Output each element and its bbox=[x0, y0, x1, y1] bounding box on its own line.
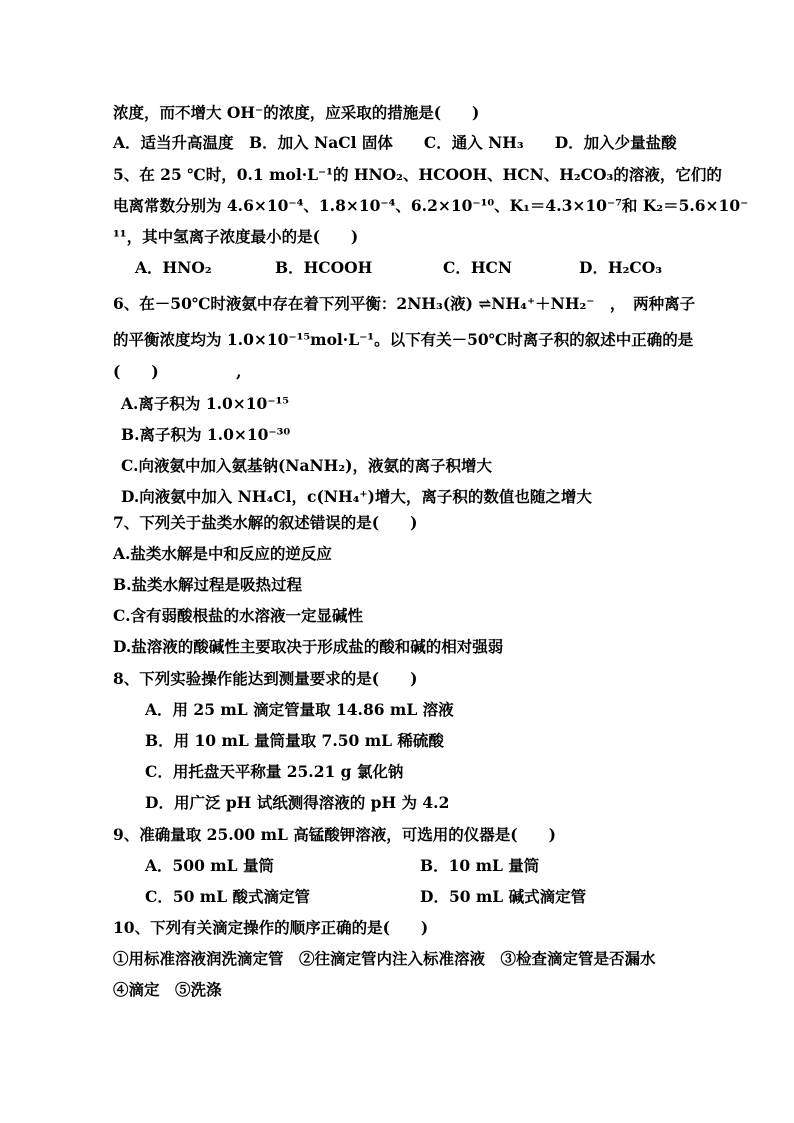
q9-option-b: B．10 mL 量筒 bbox=[420, 856, 540, 875]
q6-option-a: A.离子积为 1.0×10⁻¹⁵ bbox=[121, 394, 290, 413]
q6-stem-line-1: 6、在－50℃时液氨中存在着下列平衡：2NH₃(液) ⇌NH₄⁺＋NH₂⁻ ， 两种离子 bbox=[113, 294, 696, 313]
q6-stem-line-3: ( ) , bbox=[113, 362, 242, 381]
q5-option-a: A．HNO₂ bbox=[135, 258, 212, 277]
q6-option-b: B.离子积为 1.0×10⁻³⁰ bbox=[121, 425, 291, 444]
q10-steps-line-1: ①用标准溶液润洗滴定管 ②往滴定管内注入标准溶液 ③检查滴定管是否漏水 bbox=[113, 949, 656, 968]
q5-stem-line-1: 5、在 25 ℃时，0.1 mol·L⁻¹的 HNO₂、HCOOH、HCN、H₂CO₃的溶液，它们的 bbox=[113, 165, 722, 184]
q9-option-c: C．50 mL 酸式滴定管 bbox=[145, 887, 310, 906]
q8-option-c: C．用托盘天平称量 25.21 g 氯化钠 bbox=[145, 762, 404, 781]
q5-option-b: B．HCOOH bbox=[275, 258, 373, 277]
q9-stem: 9、准确量取 25.00 mL 高锰酸钾溶液，可选用的仪器是( ) bbox=[113, 825, 556, 844]
q5-stem-line-3: ¹¹，其中氢离子浓度最小的是( ) bbox=[113, 227, 359, 246]
q7-option-d: D.盐溶液的酸碱性主要取决于形成盐的酸和碱的相对强弱 bbox=[113, 637, 504, 656]
q8-option-a: A．用 25 mL 滴定管量取 14.86 mL 溶液 bbox=[145, 700, 454, 719]
q7-stem: 7、下列关于盐类水解的叙述错误的是( ) bbox=[113, 513, 418, 532]
q4-options-line: A．适当升高温度 B．加入 NaCl 固体 C．通入 NH₃ D．加入少量盐酸 bbox=[113, 133, 677, 152]
q6-option-d: D.向液氨中加入 NH₄Cl，c(NH₄⁺)增大，离子积的数值也随之增大 bbox=[121, 487, 592, 506]
q6-option-c: C.向液氨中加入氨基钠(NaNH₂)，液氨的离子积增大 bbox=[121, 456, 492, 475]
q10-stem: 10、下列有关滴定操作的顺序正确的是( ) bbox=[113, 918, 429, 937]
q5-option-d: D．H₂CO₃ bbox=[579, 258, 663, 277]
q5-stem-line-2: 电离常数分别为 4.6×10⁻⁴、1.8×10⁻⁴、6.2×10⁻¹⁰、K₁＝4.3×10⁻⁷和 K₂＝5.6×10⁻ bbox=[113, 196, 749, 215]
q7-option-a: A.盐类水解是中和反应的逆反应 bbox=[113, 544, 332, 563]
q6-stem-line-2: 的平衡浓度均为 1.0×10⁻¹⁵mol·L⁻¹。以下有关－50℃时离子积的叙述中正确的是 bbox=[113, 330, 694, 349]
q10-steps-line-2: ④滴定 ⑤洗涤 bbox=[113, 980, 222, 999]
q7-option-c: C.含有弱酸根盐的水溶液一定显碱性 bbox=[113, 606, 363, 625]
q7-option-b: B.盐类水解过程是吸热过程 bbox=[113, 575, 302, 594]
q9-option-d: D．50 mL 碱式滴定管 bbox=[420, 887, 587, 906]
q5-option-c: C．HCN bbox=[443, 258, 512, 277]
q8-option-d: D．用广泛 pH 试纸测得溶液的 pH 为 4.2 bbox=[145, 793, 450, 812]
q4-stem-line: 浓度，而不增大 OH⁻的浓度，应采取的措施是( ) bbox=[113, 103, 480, 122]
q8-stem: 8、下列实验操作能达到测量要求的是( ) bbox=[113, 669, 418, 688]
q8-option-b: B．用 10 mL 量筒量取 7.50 mL 稀硫酸 bbox=[145, 731, 444, 750]
q9-option-a: A．500 mL 量筒 bbox=[145, 856, 274, 875]
